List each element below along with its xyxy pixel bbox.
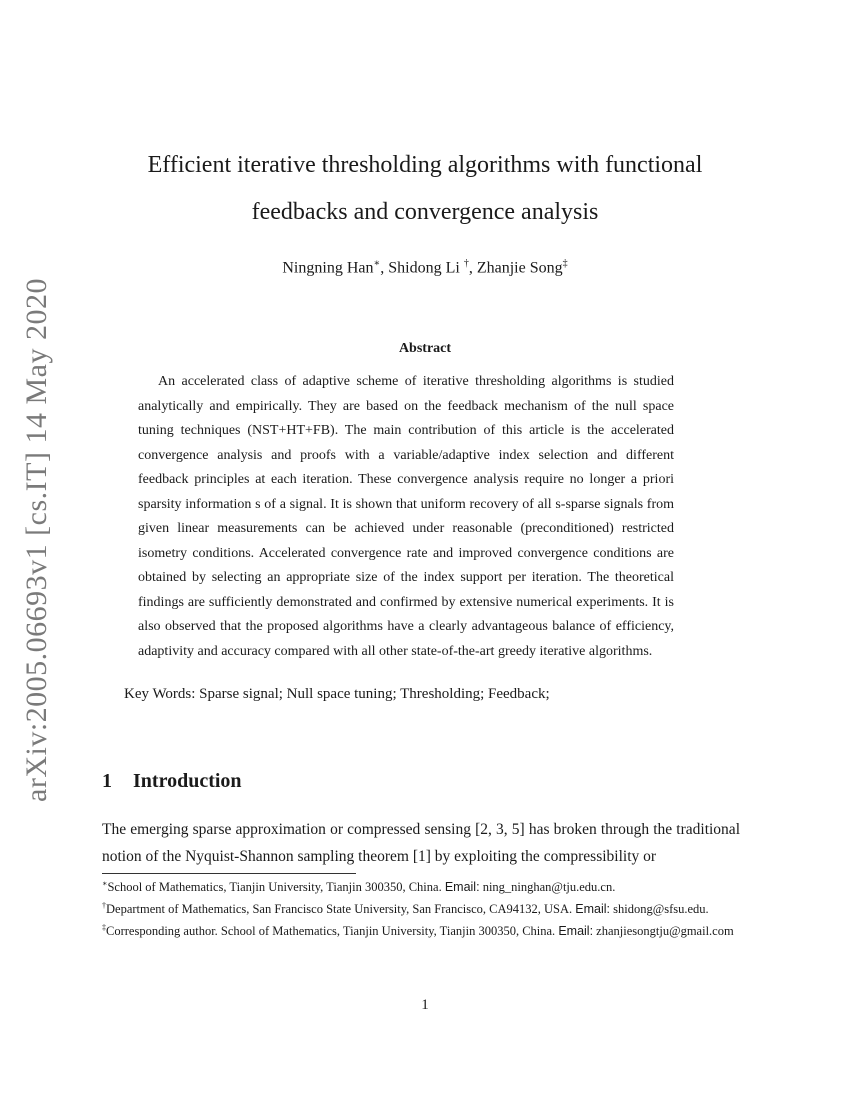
email-address[interactable]: shidong@sfsu.edu.	[613, 902, 709, 916]
section-heading	[102, 770, 242, 793]
abstract-paragraph: An accelerated class of adaptive scheme of iterative thresholding algorithms is studied analytically and empirically. They are based on the feedback mechanism of the null space tuning techniques (NST+HT+FB). The main contribution of this article is the accelerated convergence analysis and proofs with a variable/adaptive index selection and different feedback principles at each iteration. These convergence analysis require no longer a priori sparsity information s of a signal. It is shown that uniform recovery of all s-sparse signals from given linear measurements can be achieved under reasonable (preconditioned) restricted isometry conditions. Accelerated convergence rate and improved convergence conditions are obtained by selecting an appropriate size of the index support per iteration. The theoretical findings are sufficiently demonstrated and confirmed by extensive numerical experiments. It is also observed that the proposed algorithms have a clearly advantageous balance of efficiency, adaptivity and accuracy compared with all other state-of-the-art greedy iterative algorithms.	[138, 374, 674, 659]
footnote-text: Department of Mathematics, San Francisco State University, San Francisco, CA94132, USA.	[106, 902, 573, 916]
footnote-mark: †	[102, 900, 106, 910]
abstract-heading: Abstract	[398, 341, 452, 356]
footnote-mark: ‡	[102, 922, 106, 932]
page-number: 1	[421, 997, 429, 1013]
paper-title-line-1: Efficient iterative thresholding algorithms with functional	[147, 152, 703, 178]
introduction-body	[102, 816, 740, 870]
footnote-mark: ∗	[102, 878, 108, 888]
footnote	[102, 898, 740, 920]
email-address[interactable]: ning_ninghan@tju.edu.cn.	[482, 880, 616, 894]
author-name: Shidong Li	[388, 259, 460, 277]
footnote-text: Corresponding author. School of Mathematics, Tianjin University, Tianjin 300350, China.	[106, 924, 556, 938]
abstract-body	[138, 370, 674, 664]
footnote-text: School of Mathematics, Tianjin University, Tianjin 300350, China.	[107, 880, 442, 894]
arxiv-identifier: arXiv:2005.06693v1 [cs.IT] 14 May 2020	[20, 278, 53, 802]
author-footnote-mark: ‡	[562, 258, 568, 269]
footnotes	[102, 876, 740, 942]
author-footnote-mark: ∗	[373, 258, 381, 269]
author-footnote-mark: †	[463, 258, 469, 269]
paper-title-line-2: feedbacks and convergence analysis	[251, 199, 599, 225]
footnote-rule	[102, 873, 356, 874]
author-list: Ningning Han∗, Shidong Li †, Zhanjie Song‡	[282, 258, 568, 277]
body-paragraph: The emerging sparse approximation or compressed sensing [2, 3, 5] has broken through the traditional notion of the Nyquist-Shannon sampling theorem [1] by exploiting the compressibility or	[102, 821, 740, 865]
footnote	[102, 920, 740, 942]
keywords-line: Key Words: Sparse signal; Null space tuning; Thresholding; Feedback;	[124, 686, 550, 702]
email-label: Email:	[575, 902, 610, 916]
section-title: Introduction	[133, 770, 242, 792]
email-label: Email:	[558, 924, 594, 938]
footnote	[102, 876, 740, 898]
author-name: Ningning Han	[282, 259, 374, 277]
email-label: Email:	[444, 880, 480, 894]
email-address[interactable]: zhanjiesongtju@gmail.com	[596, 924, 734, 938]
section-number: 1	[102, 770, 112, 792]
author-name: Zhanjie Song	[476, 259, 563, 277]
